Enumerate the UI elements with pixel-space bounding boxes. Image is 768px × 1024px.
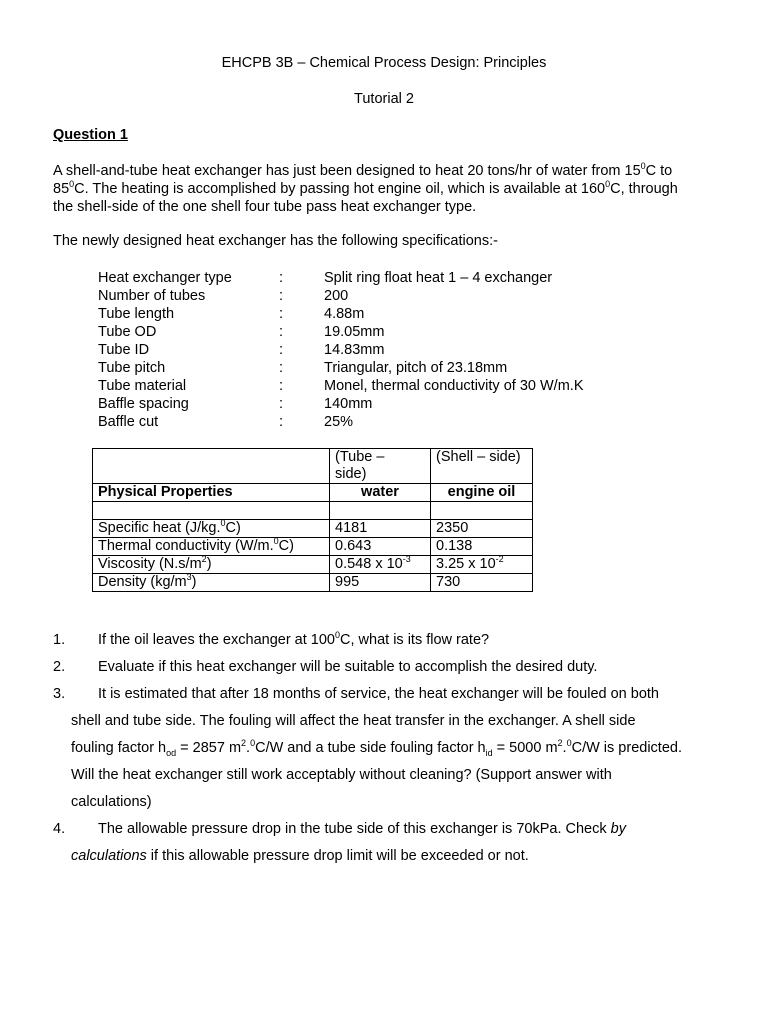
- property-name: [93, 556, 330, 574]
- tube-side-label: (Tube –: [335, 449, 385, 465]
- property-text: Viscosity (N.s/m: [98, 556, 202, 572]
- spec-row: [98, 395, 698, 413]
- table-blank-row: [93, 502, 533, 520]
- course-title: EHCPB 3B – Chemical Process Design: Principles: [221, 55, 547, 71]
- shell-value: [431, 520, 533, 538]
- value-text: 995: [335, 574, 360, 590]
- spec-label: Tube pitch: [98, 360, 166, 376]
- spec-row: [98, 413, 698, 431]
- subscript: od: [166, 747, 177, 758]
- q3-text: .: [246, 740, 251, 756]
- degree-superscript: 0: [640, 161, 646, 172]
- specs-intro: The newly designed heat exchanger has the following specifications:-: [53, 233, 498, 249]
- spec-value: 14.83mm: [324, 342, 385, 358]
- question-text: Evaluate if this heat exchanger will be suitable to accomplish the desired duty.: [98, 659, 598, 675]
- question-3-line-5: calculations): [71, 794, 152, 810]
- intro-text-3: 85: [53, 181, 70, 197]
- q3-text: C/W is predicted.: [571, 740, 682, 756]
- spec-colon: :: [279, 288, 284, 304]
- property-rows: [93, 520, 533, 592]
- q3-text: fouling factor h: [71, 740, 167, 756]
- value-text: 0.548 x 10: [335, 556, 403, 572]
- property-name: [93, 520, 330, 538]
- property-text: ): [206, 556, 212, 572]
- spec-row: [98, 287, 698, 305]
- property-name: [93, 574, 330, 592]
- spec-label: Tube ID: [98, 342, 150, 358]
- spec-value: 200: [324, 288, 349, 304]
- intro-paragraph: [53, 162, 723, 216]
- table-cell: [431, 502, 533, 520]
- spec-colon: :: [279, 342, 284, 358]
- spec-value: 140mm: [324, 396, 373, 412]
- question-number: 4.: [53, 821, 66, 837]
- spec-row: [98, 359, 698, 377]
- question-text: [98, 816, 626, 843]
- table-row: [93, 574, 533, 592]
- q3-text: = 2857 m: [176, 740, 242, 756]
- superscript: 0: [220, 518, 226, 529]
- spec-colon: :: [279, 378, 284, 394]
- shell-fluid: engine oil: [431, 484, 533, 502]
- intro-text-6: the shell-side of the one shell four tube pass heat exchanger type.: [53, 199, 477, 215]
- question-3-line-3: [71, 735, 682, 762]
- table-row: [93, 538, 533, 556]
- q3-text: = 5000 m: [492, 740, 558, 756]
- superscript: -3: [402, 554, 411, 565]
- property-text: Specific heat (J/kg.: [98, 520, 221, 536]
- spec-label: Baffle cut: [98, 414, 159, 430]
- value-text: 0.643: [335, 538, 372, 554]
- superscript: 2: [241, 738, 247, 749]
- property-text: ): [191, 574, 197, 590]
- question-2: [53, 654, 723, 681]
- spec-row: [98, 377, 698, 395]
- value-text: 0.138: [436, 538, 473, 554]
- spec-value: Split ring float heat 1 – 4 exchanger: [324, 270, 553, 286]
- physical-properties-label: Physical Properties: [93, 484, 330, 502]
- question-number: 2.: [53, 659, 66, 675]
- degree-superscript: 0: [335, 630, 341, 641]
- table-cell: [93, 502, 330, 520]
- shell-value: [431, 556, 533, 574]
- tube-fluid: water: [330, 484, 431, 502]
- table-row: [93, 556, 533, 574]
- q4-italic-calculations: calculations: [71, 848, 147, 864]
- spec-label: Baffle spacing: [98, 396, 189, 412]
- spec-colon: :: [279, 324, 284, 340]
- spec-label: Number of tubes: [98, 288, 206, 304]
- property-text: C): [278, 538, 294, 554]
- shell-side-header: (Shell – side): [431, 449, 533, 484]
- intro-text-4: C. The heating is accomplished by passing hot engine oil, which is available at 160: [74, 181, 606, 197]
- superscript: 2: [557, 738, 563, 749]
- spec-row: [98, 341, 698, 359]
- shell-value: [431, 538, 533, 556]
- property-text: Thermal conductivity (W/m.: [98, 538, 274, 554]
- q1-text-b: C, what is its flow rate?: [340, 632, 490, 648]
- q4-italic-by: by: [610, 821, 626, 837]
- spec-label: Heat exchanger type: [98, 270, 232, 286]
- q4-text-a: The allowable pressure drop in the tube side of this exchanger is 70kPa. Check: [98, 821, 611, 837]
- question-4: [53, 816, 723, 843]
- spec-value: 25%: [324, 414, 354, 430]
- value-text: 4181: [335, 520, 368, 536]
- physical-properties-table: [92, 448, 533, 592]
- q4-text-b: if this allowable pressure drop limit will be exceeded or not.: [146, 848, 529, 864]
- value-text: 2350: [436, 520, 469, 536]
- superscript: 0: [273, 536, 279, 547]
- value-text: 3.25 x 10: [436, 556, 496, 572]
- superscript: 0: [566, 738, 572, 749]
- spec-row: [98, 305, 698, 323]
- subscript: id: [485, 747, 493, 758]
- question-text: [98, 627, 489, 654]
- intro-text-1: A shell-and-tube heat exchanger has just been designed to heat 20 tons/hr of water from 15: [53, 163, 641, 179]
- tutorial-title: Tutorial 2: [354, 91, 414, 107]
- tube-value: [330, 520, 431, 538]
- superscript: 3: [186, 572, 192, 583]
- superscript: 2: [201, 554, 207, 565]
- superscript: 0: [250, 738, 256, 749]
- spec-value: 4.88m: [324, 306, 365, 322]
- question-3: [53, 681, 723, 708]
- spec-colon: :: [279, 396, 284, 412]
- question-text: It is estimated that after 18 months of service, the heat exchanger will be fouled on both: [98, 686, 659, 702]
- spec-label: Tube length: [98, 306, 175, 322]
- question-4-line-2: [71, 843, 529, 870]
- q1-text-a: If the oil leaves the exchanger at 100: [98, 632, 335, 648]
- table-cell: [330, 502, 431, 520]
- q3-text: .: [562, 740, 567, 756]
- degree-superscript: 0: [69, 179, 75, 190]
- intro-text-5: C, through: [610, 181, 678, 197]
- question-heading: Question 1: [53, 127, 128, 143]
- tube-side-label-2: side): [335, 466, 367, 482]
- spec-value: 19.05mm: [324, 324, 385, 340]
- property-name: [93, 538, 330, 556]
- table-row: [93, 520, 533, 538]
- spec-label: Tube material: [98, 378, 187, 394]
- tube-value: [330, 538, 431, 556]
- value-text: 730: [436, 574, 461, 590]
- degree-superscript: 0: [605, 179, 611, 190]
- table-header-row: [93, 449, 533, 484]
- question-3-line-2: shell and tube side. The fouling will affect the heat transfer in the exchanger. A shell side: [71, 713, 636, 729]
- spec-colon: :: [279, 270, 284, 286]
- spec-value: Triangular, pitch of 23.18mm: [324, 360, 508, 376]
- question-number: 1.: [53, 632, 66, 648]
- tube-side-header: [330, 449, 431, 484]
- property-text: C): [225, 520, 241, 536]
- table-cell: [93, 449, 330, 484]
- spec-colon: :: [279, 306, 284, 322]
- spec-row: [98, 269, 698, 287]
- tube-value: [330, 574, 431, 592]
- table-fluid-row: [93, 484, 533, 502]
- intro-text-2: C to: [645, 163, 673, 179]
- question-number: 3.: [53, 686, 66, 702]
- spec-row: [98, 323, 698, 341]
- spec-value: Monel, thermal conductivity of 30 W/m.K: [324, 378, 584, 394]
- superscript: -2: [495, 554, 504, 565]
- property-text: Density (kg/m: [98, 574, 187, 590]
- spec-colon: :: [279, 414, 284, 430]
- shell-value: [431, 574, 533, 592]
- q3-text: C/W and a tube side fouling factor h: [255, 740, 486, 756]
- question-3-line-4: Will the heat exchanger still work acceptably without cleaning? (Support answer with: [71, 767, 612, 783]
- question-1: [53, 627, 723, 654]
- spec-label: Tube OD: [98, 324, 157, 340]
- spec-colon: :: [279, 360, 284, 376]
- tube-value: [330, 556, 431, 574]
